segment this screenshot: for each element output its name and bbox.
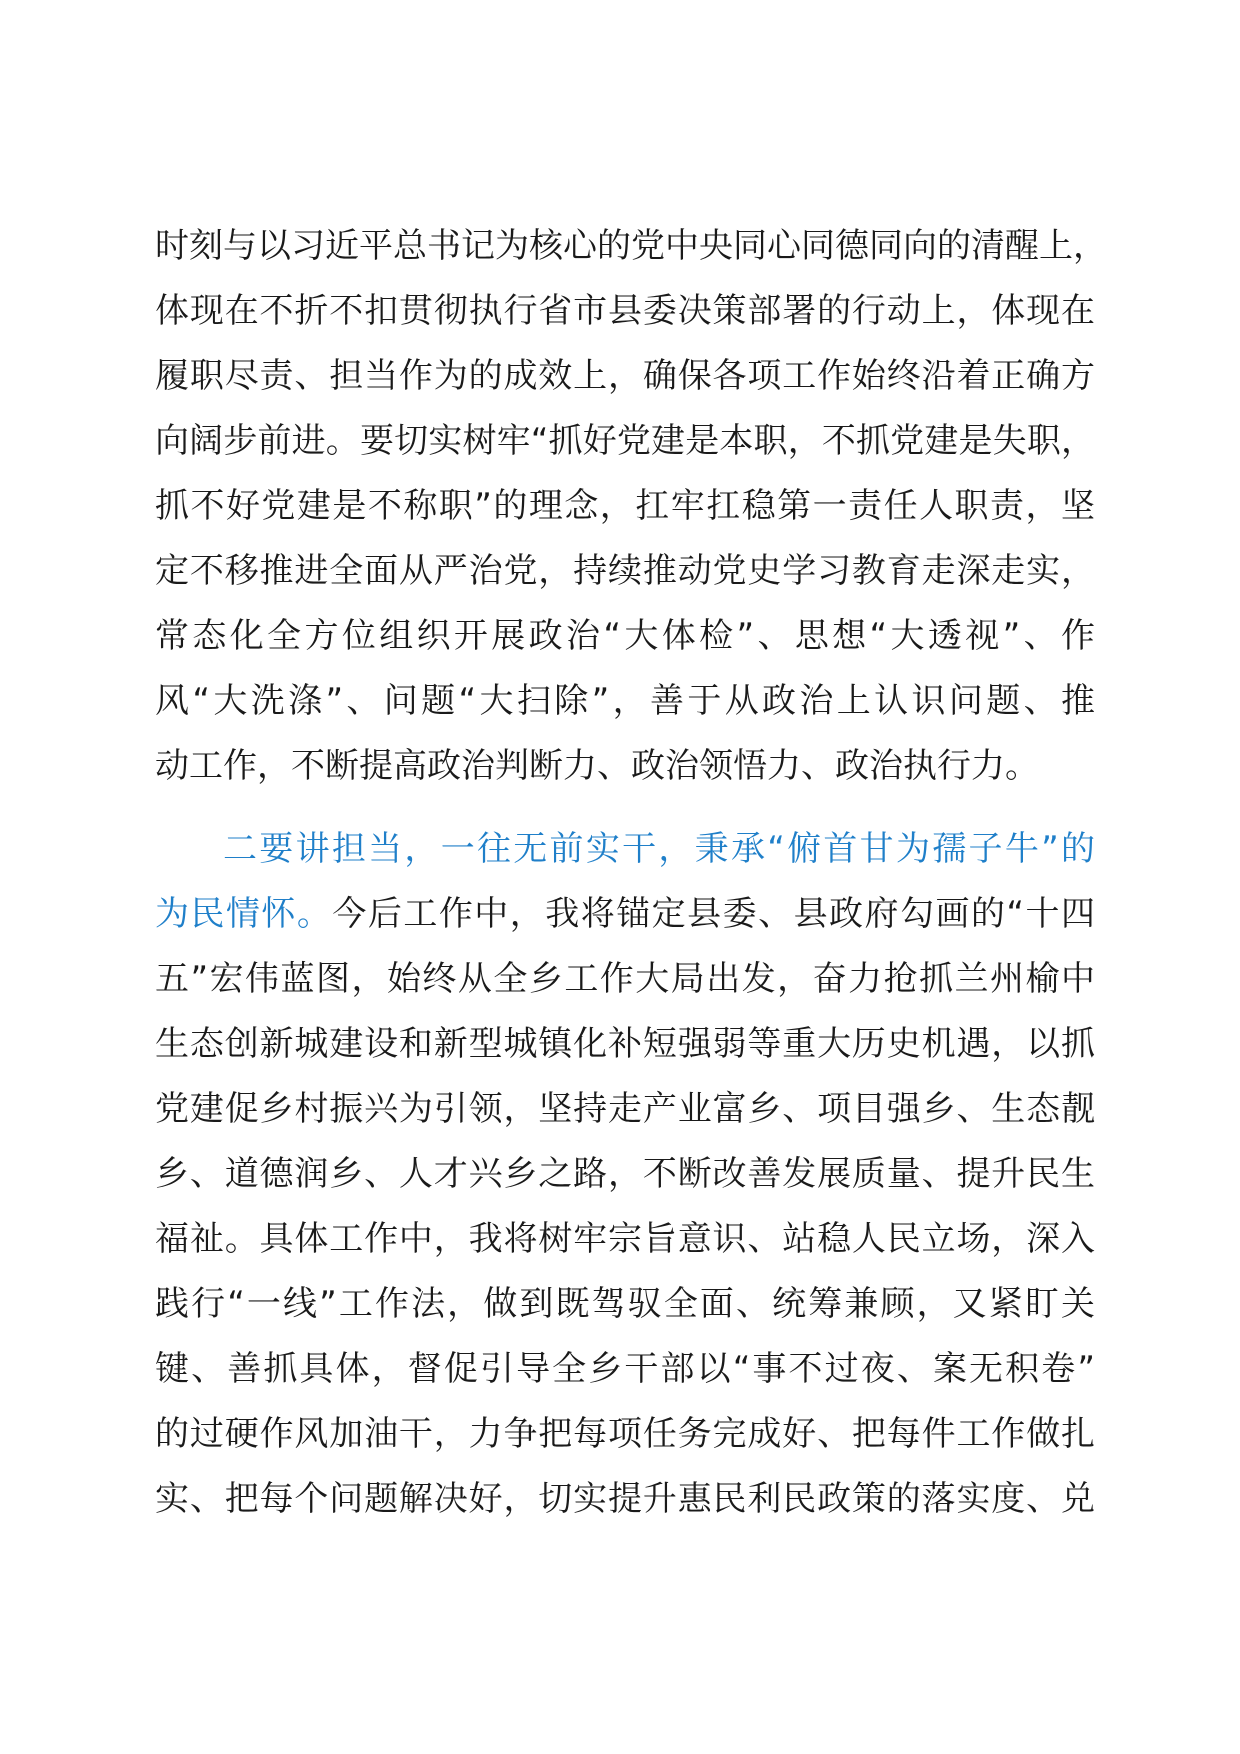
paragraph-line: 实、把每个问题解决好，切实提升惠民利民政策的落实度、兑	[155, 1479, 1095, 1519]
paragraph-line: 履职尽责、担当作为的成效上，确保各项工作始终沿着正确方	[155, 356, 1095, 396]
paragraph-line: 动工作，不断提高政治判断力、政治领悟力、政治执行力。	[155, 746, 1039, 786]
paragraph-line: 定不移推进全面从严治党，持续推动党史学习教育走深走实，	[155, 551, 1095, 591]
paragraph-line: 的过硬作风加油干，力争把每项任务完成好、把每件工作做扎	[155, 1414, 1095, 1454]
paragraph-line: 生态创新城建设和新型城镇化补短强弱等重大历史机遇，以抓	[155, 1024, 1095, 1064]
paragraph-line: 常态化全方位组织开展政治“大体检”、思想“大透视”、作	[155, 616, 1095, 656]
paragraph-line: 党建促乡村振兴为引领，坚持走产业富乡、项目强乡、生态靓	[155, 1089, 1095, 1129]
paragraph-1	[155, 214, 1107, 799]
paragraph-line: 体现在不折不扣贯彻执行省市县委决策部署的行动上，体现在	[155, 291, 1095, 331]
paragraph-line: 时刻与以习近平总书记为核心的党中央同心同德同向的清醒上，	[155, 226, 1107, 266]
paragraph-line: 向阔步前进。要切实树牢“抓好党建是本职，不抓党建是失职，	[155, 421, 1095, 461]
paragraph-line: 五”宏伟蓝图，始终从全乡工作大局出发，奋力抢抓兰州榆中	[155, 959, 1095, 999]
paragraph-line: 风“大洗涤”、问题“大扫除”，善于从政治上认识问题、推	[155, 681, 1095, 721]
paragraph-2	[155, 817, 1095, 1532]
section-heading-line: 二要讲担当，一往无前实干，秉承“俯首甘为孺子牛”的	[223, 829, 1095, 869]
section-heading-tail: 为民情怀。	[155, 894, 333, 934]
mixed-line	[155, 882, 1095, 947]
paragraph-line: 践行“一线”工作法，做到既驾驭全面、统筹兼顾，又紧盯关	[155, 1284, 1095, 1324]
paragraph-line: 键、善抓具体，督促引导全乡干部以“事不过夜、案无积卷”	[155, 1349, 1095, 1389]
paragraph-line: 福祉。具体工作中，我将树牢宗旨意识、站稳人民立场，深入	[155, 1219, 1095, 1259]
paragraph-line: 乡、道德润乡、人才兴乡之路，不断改善发展质量、提升民生	[155, 1154, 1095, 1194]
paragraph-line-rest: 今后工作中，我将锚定县委、县政府勾画的“十四	[332, 894, 1095, 934]
paragraph-line: 抓不好党建是不称职”的理念，扛牢扛稳第一责任人职责，坚	[155, 486, 1095, 526]
